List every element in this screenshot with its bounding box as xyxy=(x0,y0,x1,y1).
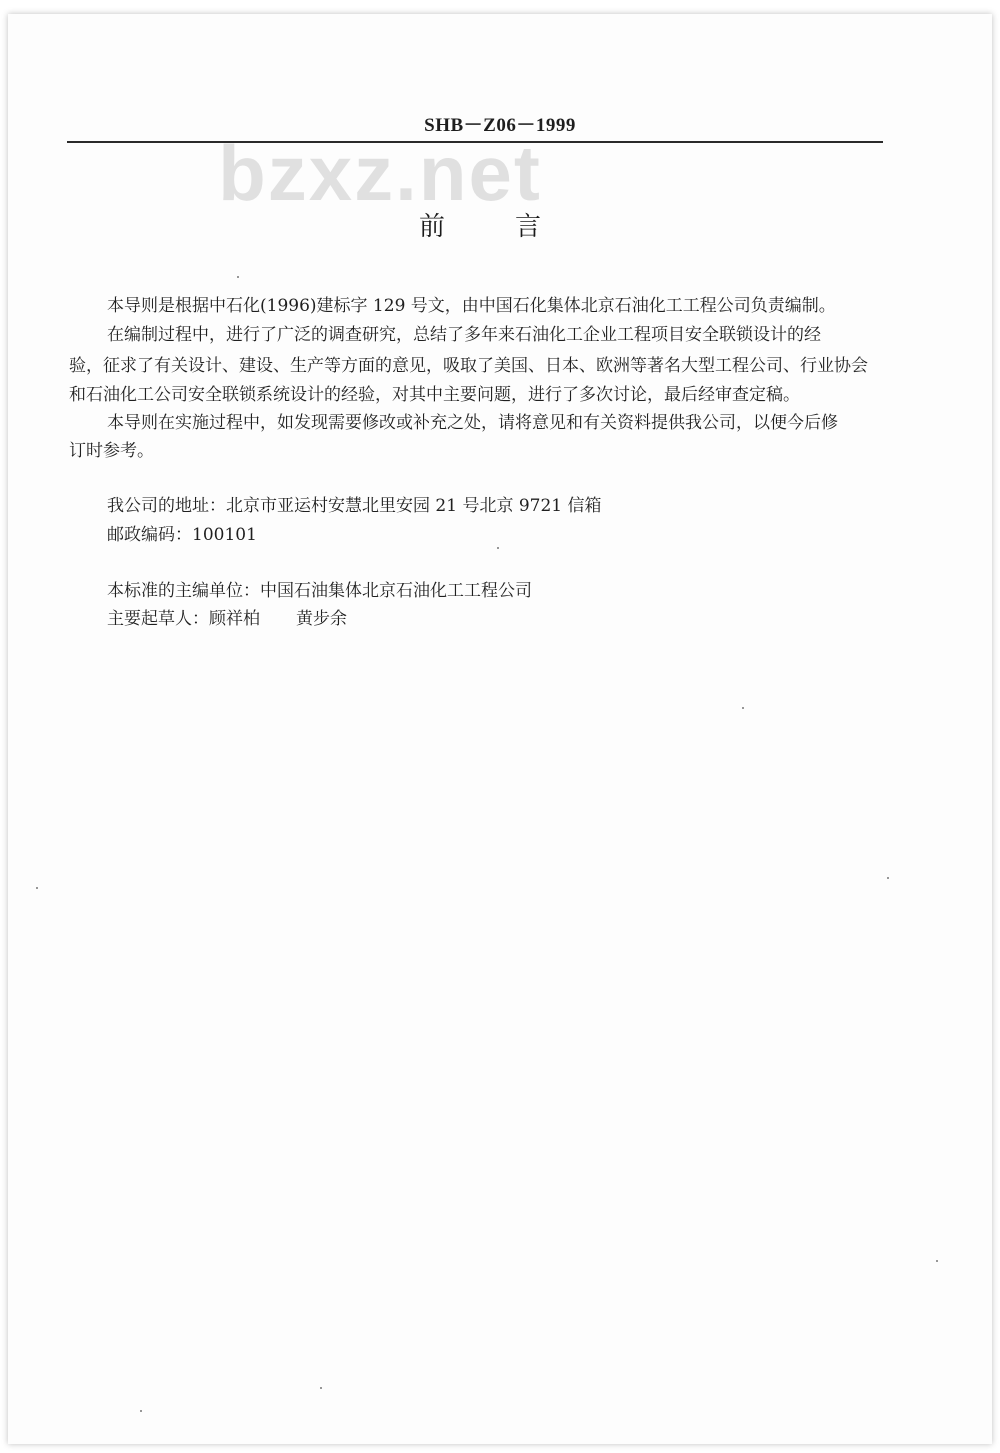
foreword-paragraph-2-line-1: 在编制过程中，进行了广泛的调查研究，总结了多年来石油化工企业工程项目安全联锁设计的经 xyxy=(107,325,821,345)
scan-speck xyxy=(140,1410,142,1412)
foreword-paragraph-2-line-2: 验，征求了有关设计、建设、生产等方面的意见，吸取了美国、日本、欧洲等著名大型工程公司、行业协会 xyxy=(69,356,868,376)
standard-code: SHB－Z06－1999 xyxy=(424,115,576,136)
chief-editor-unit: 本标准的主编单位：中国石油集体北京石油化工工程公司 xyxy=(107,581,532,601)
scan-speck xyxy=(237,276,239,278)
scan-speck xyxy=(742,707,744,709)
foreword-paragraph-2-line-3: 和石油化工公司安全联锁系统设计的经验，对其中主要问题，进行了多次讨论，最后经审查定稿。 xyxy=(69,385,800,405)
scan-speck xyxy=(497,547,499,549)
scan-speck xyxy=(320,1387,322,1389)
foreword-paragraph-3-line-1: 本导则在实施过程中，如发现需要修改或补充之处，请将意见和有关资料提供我公司，以便今后修 xyxy=(107,413,838,433)
scan-speck xyxy=(936,1260,938,1262)
scan-speck xyxy=(887,877,889,879)
scan-speck xyxy=(36,887,38,889)
page-title: 前言 xyxy=(418,212,611,242)
foreword-paragraph-3-line-2: 订时参考。 xyxy=(69,441,154,461)
main-drafters xyxy=(107,609,347,629)
drafter-name: 黄步余 xyxy=(296,609,347,629)
watermark: bzxz.net xyxy=(218,129,542,217)
foreword-paragraph-1-line-1: 本导则是根据中石化(1996)建标字 129 号文，由中国石化集体北京石油化工工程公司负责编制。 xyxy=(107,296,836,316)
main-drafters-label: 主要起草人：顾祥柏 xyxy=(107,609,260,629)
company-address: 我公司的地址：北京市亚运村安慧北里安园 21 号北京 9721 信箱 xyxy=(107,496,602,516)
postal-code: 邮政编码：100101 xyxy=(107,525,257,545)
